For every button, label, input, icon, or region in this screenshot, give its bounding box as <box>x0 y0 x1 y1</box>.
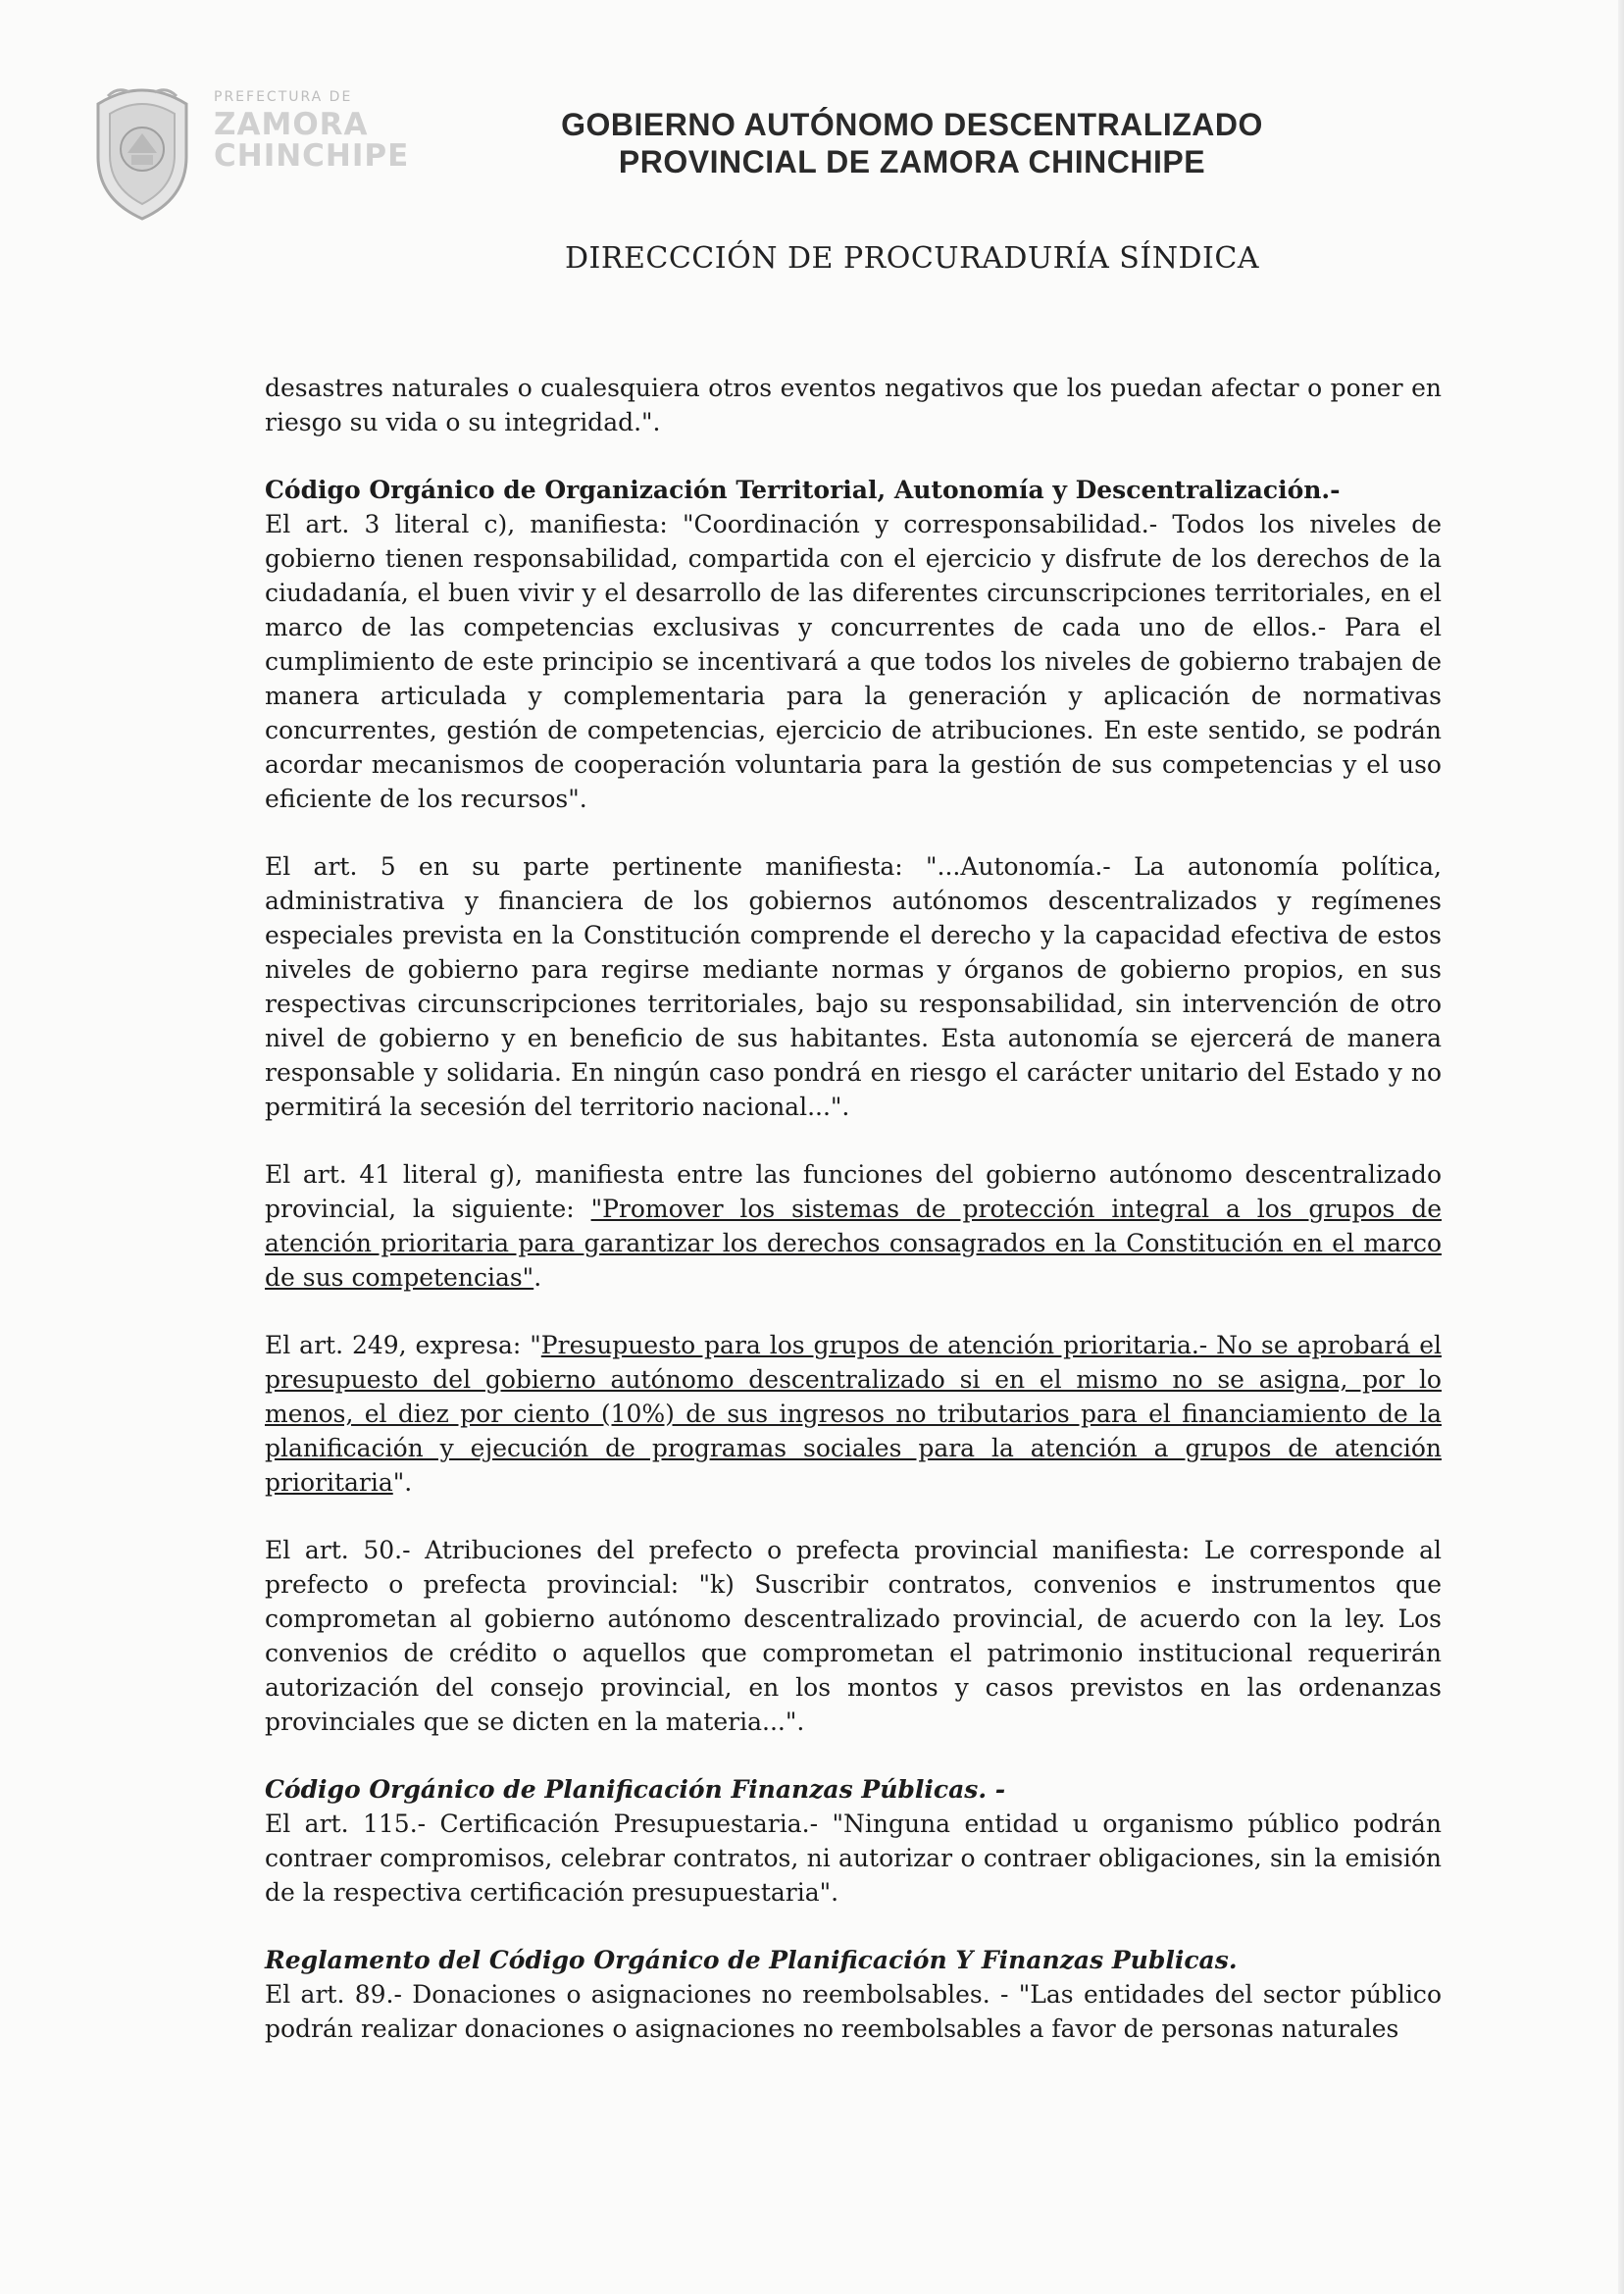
logo-wordmark <box>214 90 410 172</box>
intro-paragraph: desastres naturales o cualesquiera otros eventos negativos que los puedan afectar o poner en riesgo su vida o su integridad.". <box>265 374 1442 436</box>
document-body <box>265 371 1442 2079</box>
art249-intro: El art. 249, expresa: " <box>265 1331 541 1359</box>
logo-text-line1: ZAMORA <box>214 107 369 142</box>
logo-text-line2: CHINCHIPE <box>214 137 410 174</box>
reglamento-heading: Reglamento del Código Orgánico de Planificación Y Finanzas Publicas. <box>265 1946 1238 1974</box>
art249-quote: Presupuesto para los grupos de atención prioritaria.- No se aprobará el presupuesto del gobierno autónomo descentralizado si en el mismo no se asigna, por lo menos, el diez por ciento (10%) de sus ingresos no tributarios para el financiamiento de la planificación y ejecución de programas sociales para la atención a grupos de atención prioritaria <box>265 1331 1442 1497</box>
art41-quote: "Promover los sistemas de protección integral a los grupos de atención prioritaria para garantizar los derechos consagrados en la Constitución en el marco de sus competencias" <box>265 1195 1442 1292</box>
reglamento-section <box>265 1943 1442 2046</box>
government-title <box>510 106 1314 181</box>
art89-paragraph: El art. 89.- Donaciones o asignaciones no reembolsables. - "Las entidades del sector público podrán realizar donaciones o asignaciones no reembolsables a favor de personas naturales <box>265 1980 1442 2043</box>
art249-paragraph <box>265 1328 1442 1500</box>
art249-end: ". <box>392 1468 413 1497</box>
cootad-heading: Código Orgánico de Organización Territorial, Autonomía y Descentralización.- <box>265 476 1341 504</box>
logo-text-small: PREFECTURA DE <box>214 89 353 105</box>
copfp-heading: Código Orgánico de Planificación Finanzas Públicas. - <box>265 1775 1006 1804</box>
art41-end: . <box>533 1263 542 1292</box>
prefectura-seal-logo <box>88 76 196 224</box>
cootad-section <box>265 473 1442 816</box>
art50-paragraph: El art. 50.- Atribuciones del prefecto o prefecta provincial manifiesta: Le corresponde al prefecto o prefecta provincial: "k) Suscribir contratos, convenios e instrumentos que comprometan al gobierno autónomo descentralizado provincial, de acuerdo con la ley. Los convenios de crédito o aquellos que comprometan el patrimonio institucional requerirán autorización del consejo provincial, en los montos y casos previstos en las ordenanzas provinciales que se dicten en la materia...". <box>265 1536 1442 1736</box>
title-line-1: GOBIERNO AUTÓNOMO DESCENTRALIZADO <box>561 107 1263 142</box>
shield-icon <box>88 76 196 224</box>
department-name: DIRECCCIÓN DE PROCURADURÍA SÍNDICA <box>565 241 1259 276</box>
art5-paragraph: El art. 5 en su parte pertinente manifiesta: "...Autonomía.- La autonomía política, administrativa y financiera de los gobiernos autónomos descentralizados y regímenes especiales prevista en la Constitución comprende el derecho y la capacidad efectiva de estos niveles de gobierno para regirse mediante normas y órganos de gobierno propios, en sus respectivas circunscripciones territoriales, bajo su responsabilidad, sin intervención de otro nivel de gobierno y en beneficio de sus habitantes. Esta autonomía se ejercerá de manera responsable y solidaria. En ningún caso pondrá en riesgo el carácter unitario del Estado y no permitirá la secesión del territorio nacional...". <box>265 852 1442 1121</box>
title-line-2: PROVINCIAL DE ZAMORA CHINCHIPE <box>618 144 1206 180</box>
scan-edge <box>1618 0 1624 2294</box>
art115-paragraph: El art. 115.- Certificación Presupuestaria.- "Ninguna entidad u organismo público podrán contraer compromisos, celebrar contratos, ni autorizar o contraer obligaciones, sin la emisión de la respectiva certificación presupuestaria". <box>265 1810 1442 1907</box>
art3-paragraph: El art. 3 literal c), manifiesta: "Coordinación y corresponsabilidad.- Todos los niveles de gobierno tienen responsabilidad, compartida con el ejercicio y disfrute de los derechos de la ciudadanía, el buen vivir y el desarrollo de las diferentes circunscripciones territoriales, en el marco de las competencias exclusivas y concurrentes de cada uno de ellos.- Para el cumplimiento de este principio se incentivará a que todos los niveles de gobierno trabajen de manera articulada y complementaria para la generación y aplicación de normativas concurrentes, gestión de competencias, ejercicio de atribuciones. En este sentido, se podrán acordar mecanismos de cooperación voluntaria para la gestión de sus competencias y el uso eficiente de los recursos". <box>265 510 1442 813</box>
art41-intro: El art. 41 literal g), manifiesta entre las funciones del gobierno autónomo descentralizado provincial, la siguiente: <box>265 1160 1442 1223</box>
art41-paragraph <box>265 1157 1442 1295</box>
copfp-section <box>265 1772 1442 1910</box>
